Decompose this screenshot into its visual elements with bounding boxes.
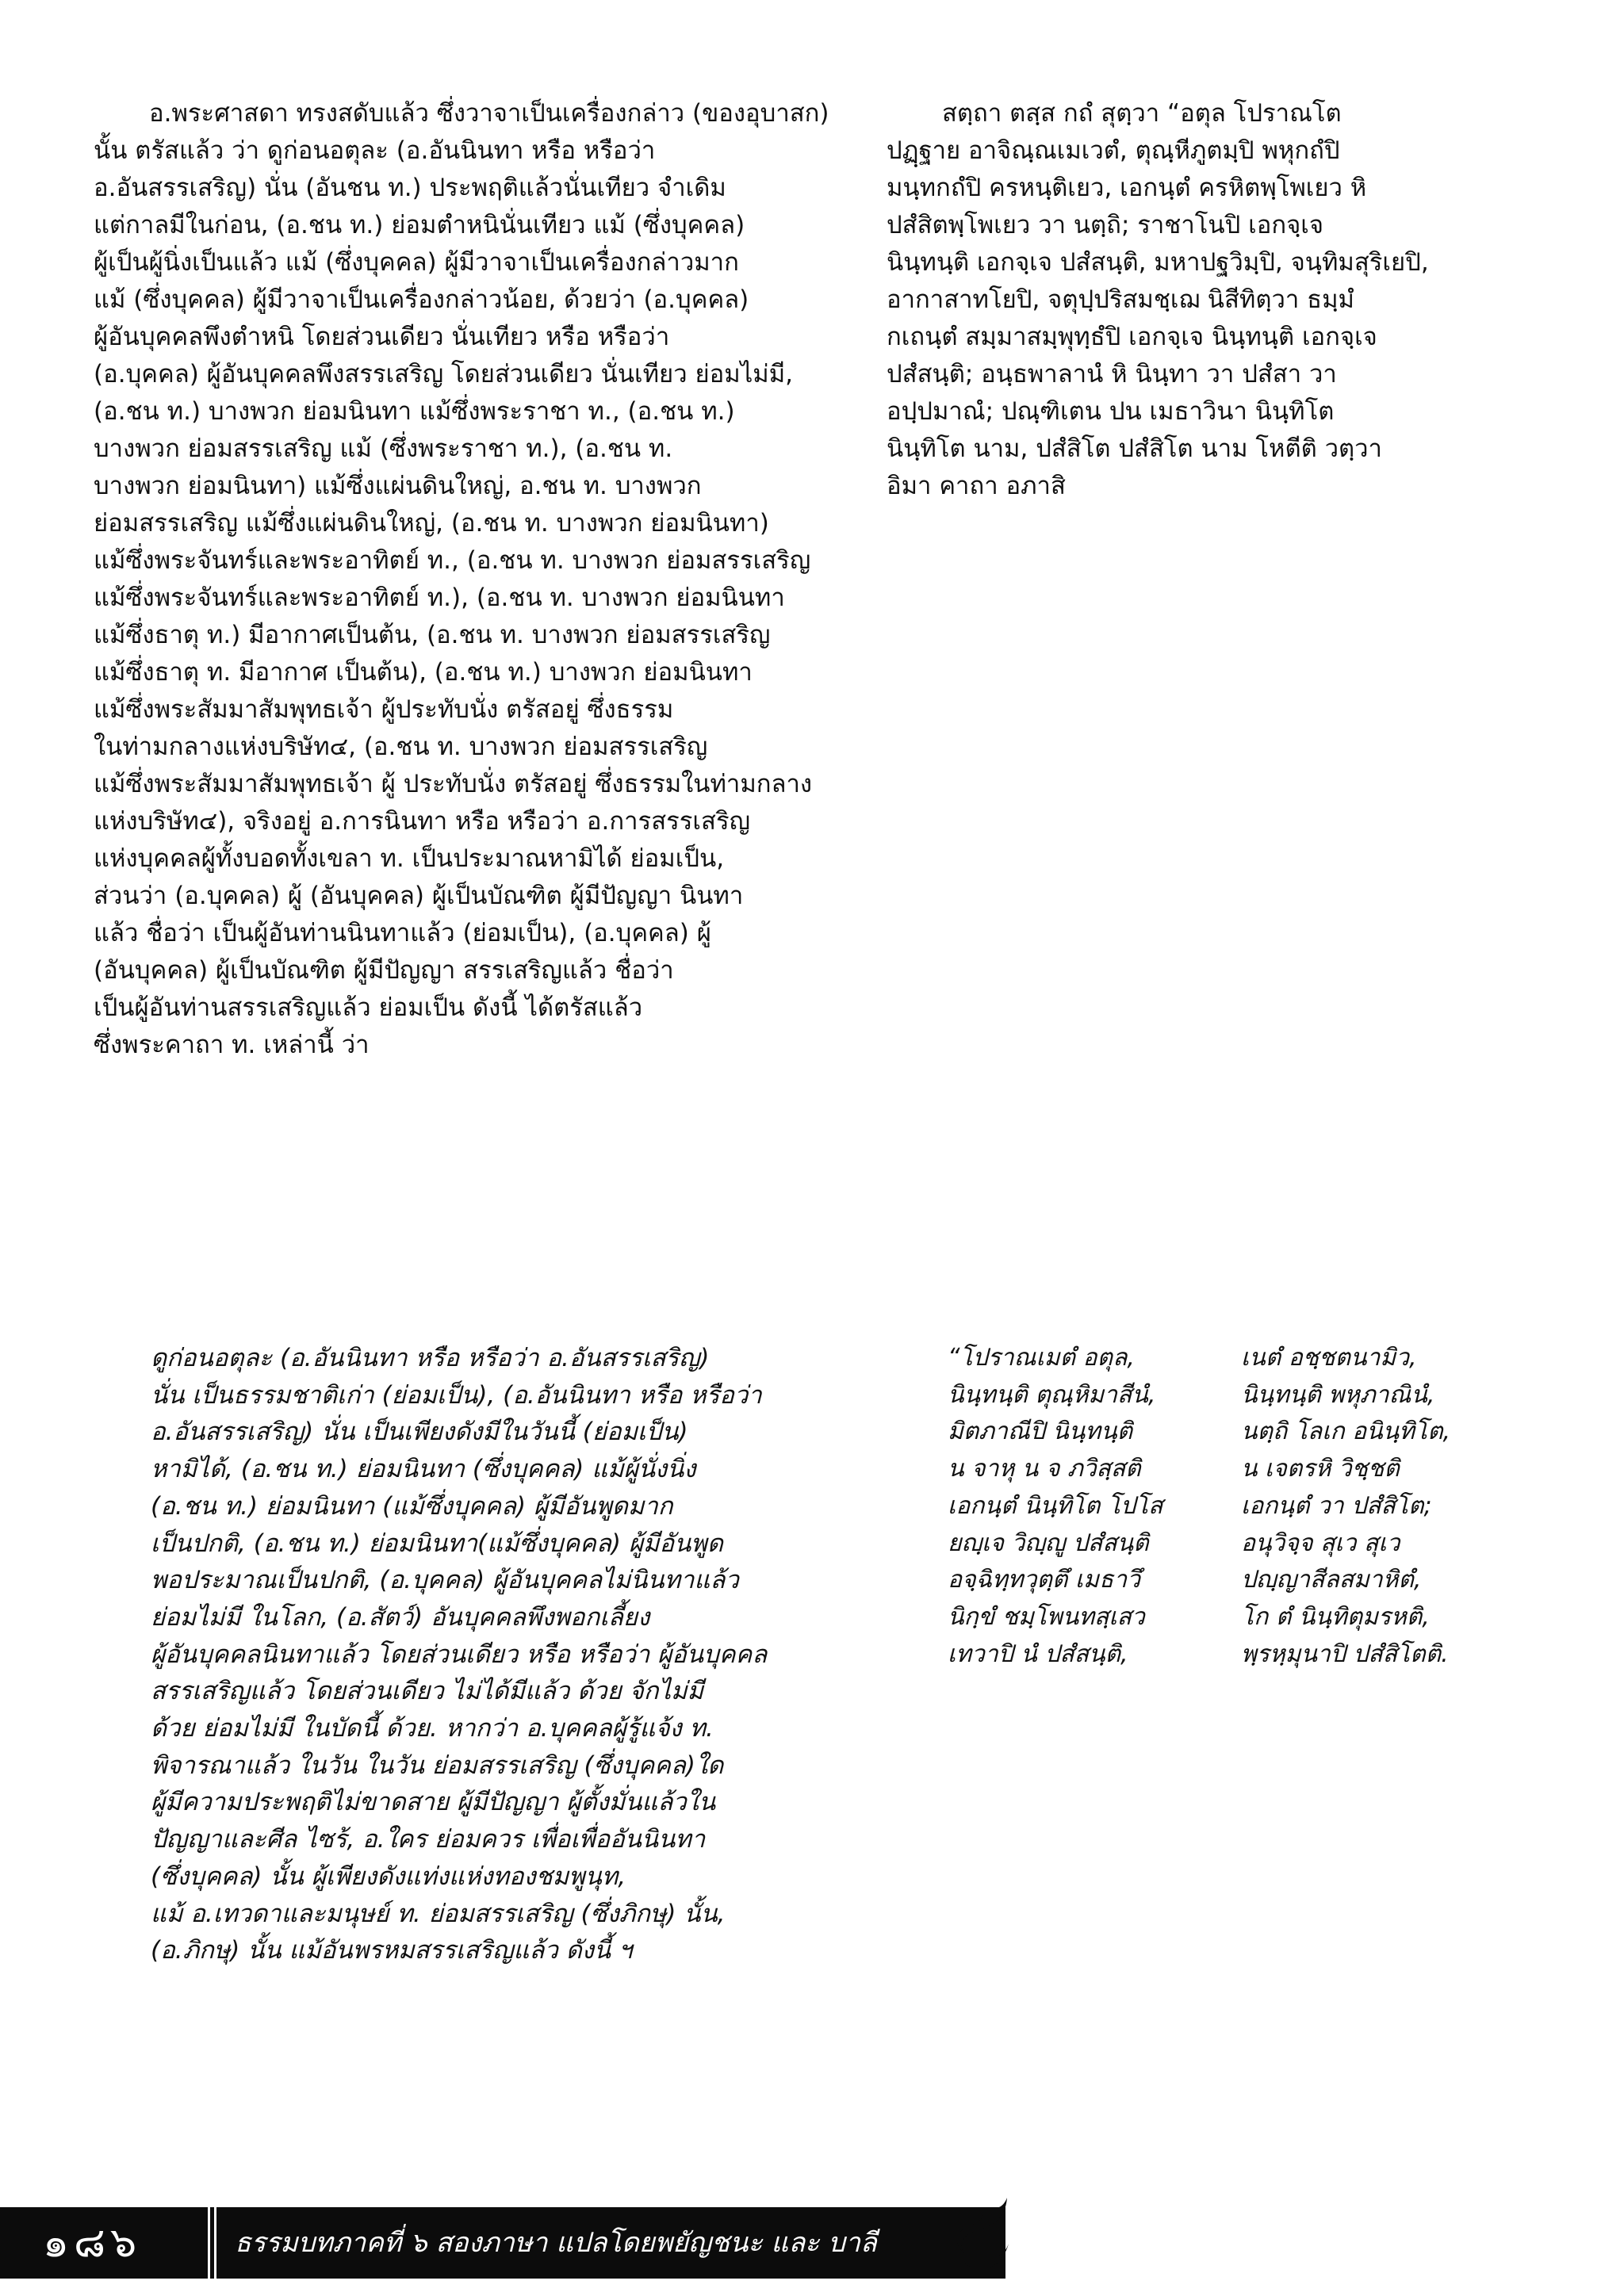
pali-line: อากาสาทโยปิ, จตุปฺปริสมชฺเฌ นิสีทิตฺวา ธมฺมํ xyxy=(887,285,1354,314)
thai-translation-column xyxy=(94,95,871,1064)
translation-line: ผู้เป็นผู้นิ่งเป็นแล้ว แม้ (ซึ่งบุคคล) ผู้มีวาจาเป็นเครื่องกล่าวมาก xyxy=(94,248,739,277)
verse-half-b: พฺรหฺมุนาปิ ปสํสิโตติ. xyxy=(1241,1640,1449,1668)
verse-translation-line: พอประมาณเป็นปกติ, (อ.บุคคล) ผู้อันบุคคลไม่นินทาแล้ว xyxy=(151,1566,739,1595)
verse-half-a: อจฺฉิทฺทวุตฺตึ เมธาวึ xyxy=(948,1566,1140,1594)
verse-row xyxy=(948,1488,1550,1525)
translation-line: แม้ซึ่งพระจันทร์และพระอาทิตย์ ท., (อ.ชน ท. บางพวก ย่อมสรรเสริญ xyxy=(94,546,811,575)
pali-line: ปสํสนฺติ; อนฺธพาลานํ หิ นินฺทา วา ปสํสา วา xyxy=(887,360,1337,388)
page-number: ๑๘๖ xyxy=(43,2219,142,2267)
verse-translation-line: (ซึ่งบุคคล) นั้น ผู้เพียงดังแท่งแห่งทองชมพูนุท, xyxy=(151,1862,626,1891)
verse-translation-block xyxy=(151,1340,841,1969)
verse-row xyxy=(948,1525,1550,1563)
running-title: ธรรมบทภาคที่ ๖ สองภาษา แปลโดยพยัญชนะ และ บาลี xyxy=(235,2227,877,2259)
verse-half-b: เนตํ อชฺชตนามิว, xyxy=(1241,1344,1417,1372)
pali-prose-column xyxy=(887,95,1537,505)
footer-ornament-icon xyxy=(896,2195,1015,2288)
translation-line: ผู้อันบุคคลพึงตำหนิ โดยส่วนเดียว นั่นเทียว หรือ หรือว่า xyxy=(94,323,670,351)
verse-half-b: น เจตรหิ วิชฺชติ xyxy=(1241,1455,1400,1483)
translation-line: แล้ว ชื่อว่า เป็นผู้อันท่านนินทาแล้ว (ย่อมเป็น), (อ.บุคคล) ผู้ xyxy=(94,919,711,947)
verse-row xyxy=(948,1562,1550,1599)
verse-translation-line: ด้วย ย่อมไม่มี ในบัดนี้ ด้วย. หากว่า อ.บุคคลผู้รู้แจ้ง ท. xyxy=(151,1714,714,1743)
translation-line: อ.พระศาสดา ทรงสดับแล้ว ซึ่งวาจาเป็นเครื่องกล่าว (ของอุบาสก) xyxy=(149,99,829,128)
pali-line: สตฺถา ตสฺส กถํ สุตฺวา “อตุล โปราณโต xyxy=(942,99,1342,128)
pali-line: มนฺทกถํปิ ครหนฺติเยว, เอกนฺตํ ครหิตพฺโพเยว หิ xyxy=(887,174,1367,202)
verse-translation-line: ผู้อันบุคคลนินทาแล้ว โดยส่วนเดียว หรือ หรือว่า ผู้อันบุคคล xyxy=(151,1640,768,1669)
translation-line: ในท่ามกลางแห่งบริษัท๔, (อ.ชน ท. บางพวก ย่อมสรรเสริญ xyxy=(94,733,708,761)
verse-half-b: ปญฺญาสีลสมาหิตํ, xyxy=(1241,1566,1422,1594)
pali-line: ปสํสิตพฺโพเยว วา นตฺถิ; ราชาโนปิ เอกจฺเจ xyxy=(887,211,1324,239)
verse-half-a: น จาหุ น จ ภวิสฺสติ xyxy=(948,1455,1141,1483)
translation-line: แม้ซึ่งธาตุ ท.) มีอากาศเป็นต้น, (อ.ชน ท. บางพวก ย่อมสรรเสริญ xyxy=(94,621,771,649)
verse-translation-line: อ.อันสรรเสริญ) นั่น เป็นเพียงดังมีในวันนี้ (ย่อมเป็น) xyxy=(151,1418,688,1447)
translation-line: แต่กาลมีในก่อน, (อ.ชน ท.) ย่อมตำหนินั่นเทียว แม้ (ซึ่งบุคคล) xyxy=(94,211,745,239)
verse-half-a: เอกนฺตํ นินฺทิโต โปโส xyxy=(948,1491,1163,1520)
pali-line: อิมา คาถา อภาสิ xyxy=(887,472,1066,500)
verse-half-b: นตฺถิ โลเก อนินฺทิโต, xyxy=(1241,1418,1451,1446)
verse-translation-line: (อ.ชน ท.) ย่อมนินทา (แม้ซึ่งบุคคล) ผู้มีอันพูดมาก xyxy=(151,1491,673,1521)
verse-row xyxy=(948,1414,1550,1451)
pali-line: อปฺปมาณํ; ปณฺฑิเตน ปน เมธาวินา นินฺทิโต xyxy=(887,397,1335,426)
translation-line: ซึ่งพระคาถา ท. เหล่านี้ ว่า xyxy=(94,1031,370,1059)
verse-translation-line: ผู้มีความประพฤติไม่ขาดสาย ผู้มีปัญญา ผู้ตั้งมั่นแล้วใน xyxy=(151,1788,716,1817)
verse-translation-line: ดูก่อนอตุละ (อ.อันนินทา หรือ หรือว่า อ.อันสรรเสริญ) xyxy=(151,1344,710,1372)
translation-line: (อ.ชน ท.) บางพวก ย่อมนินทา แม้ซึ่งพระราชา ท., (อ.ชน ท.) xyxy=(94,397,735,426)
verse-translation-line: เป็นปกติ, (อ.ชน ท.) ย่อมนินทา(แม้ซึ่งบุคคล) ผู้มีอันพูด xyxy=(151,1529,723,1558)
translation-line: ส่วนว่า (อ.บุคคล) ผู้ (อันบุคคล) ผู้เป็นบัณฑิต ผู้มีปัญญา นินทา xyxy=(94,882,744,910)
verse-translation-line: หามิได้, (อ.ชน ท.) ย่อมนินทา (ซึ่งบุคคล) แม้ผู้นั่งนิ่ง xyxy=(151,1455,696,1484)
verse-half-b: โก ตํ นินฺทิตุมรหติ, xyxy=(1241,1602,1430,1631)
verse-row xyxy=(948,1636,1550,1674)
verse-translation-line: สรรเสริญแล้ว โดยส่วนเดียว ไม่ได้มีแล้ว ด้วย จักไม่มี xyxy=(151,1677,704,1706)
verse-half-a: เทวาปิ นํ ปสํสนฺติ, xyxy=(948,1640,1128,1668)
translation-line: แม้ซึ่งธาตุ ท. มีอากาศ เป็นต้น), (อ.ชน ท.) บางพวก ย่อมนินทา xyxy=(94,658,753,687)
verse-translation-line: ย่อมไม่มี ในโลก, (อ.สัตว์) อันบุคคลพึงพอกเลี้ยง xyxy=(151,1602,650,1632)
verse-half-b: นินฺทนฺติ พหุภาณินํ, xyxy=(1241,1380,1435,1409)
pali-line: ปฏฺฐาย อาจิณฺณเมเวตํ, ตุณฺหีภูตมฺปิ พหุกถํปิ xyxy=(887,136,1340,165)
verse-half-b: เอกนฺตํ วา ปสํสิโต; xyxy=(1241,1491,1432,1520)
verse-half-a: ยญฺเจ วิญฺญู ปสํสนฺติ xyxy=(948,1529,1149,1557)
verse-translation-line: พิจารณาแล้ว ในวัน ในวัน ย่อมสรรเสริญ (ซึ่งบุคคล)ใด xyxy=(151,1751,724,1780)
verse-half-b: อนุวิจฺจ สุเว สุเว xyxy=(1241,1529,1400,1557)
translation-line: บางพวก ย่อมนินทา) แม้ซึ่งแผ่นดินใหญ่, อ.ชน ท. บางพวก xyxy=(94,472,702,500)
translation-line: นั้น ตรัสแล้ว ว่า ดูก่อนอตุละ (อ.อันนินทา หรือ หรือว่า xyxy=(94,136,656,165)
pali-line: กเถนฺตํ สมฺมาสมฺพุทฺธํปิ เอกจฺเจ นินฺทนฺติ เอกจฺเจ xyxy=(887,323,1377,351)
pali-line: นินฺทิโต นาม, ปสํสิโต ปสํสิโต นาม โหตีติ วตฺวา xyxy=(887,434,1382,463)
translation-line: แม้ (ซึ่งบุคคล) ผู้มีวาจาเป็นเครื่องกล่าวน้อย, ด้วยว่า (อ.บุคคล) xyxy=(94,285,749,314)
translation-line: (อันบุคคล) ผู้เป็นบัณฑิต ผู้มีปัญญา สรรเสริญแล้ว ชื่อว่า xyxy=(94,956,674,985)
verse-row xyxy=(948,1377,1550,1414)
verse-translation-line: นั่น เป็นธรรมชาติเก่า (ย่อมเป็น), (อ.อันนินทา หรือ หรือว่า xyxy=(151,1380,762,1410)
translation-line: แห่งบริษัท๔), จริงอยู่ อ.การนินทา หรือ หรือว่า อ.การสรรเสริญ xyxy=(94,807,751,836)
translation-line: แม้ซึ่งพระสัมมาสัมพุทธเจ้า ผู้ประทับนั่ง ตรัสอยู่ ซึ่งธรรม xyxy=(94,695,674,724)
translation-line: แม้ซึ่งพระจันทร์และพระอาทิตย์ ท.), (อ.ชน ท. บางพวก ย่อมนินทา xyxy=(94,584,785,612)
verse-translation-line: ปัญญาและศีล ไซร้, อ.ใคร ย่อมควร เพื่อเพื่ออันนินทา xyxy=(151,1825,706,1854)
translation-line: (อ.บุคคล) ผู้อันบุคคลพึงสรรเสริญ โดยส่วนเดียว นั่นเทียว ย่อมไม่มี, xyxy=(94,360,794,388)
verse-translation-line: (อ.ภิกษุ) นั้น แม้อันพรหมสรรเสริญแล้ว ดังนี้ ฯ xyxy=(151,1936,633,1965)
verse-half-a: “โปราณเมตํ อตุล, xyxy=(948,1344,1135,1372)
translation-line: แห่งบุคคลผู้ทั้งบอดทั้งเขลา ท. เป็นประมาณหามิได้ ย่อมเป็น, xyxy=(94,844,725,873)
translation-line: บางพวก ย่อมสรรเสริญ แม้ (ซึ่งพระราชา ท.), (อ.ชน ท. xyxy=(94,434,673,463)
verse-row xyxy=(948,1451,1550,1488)
verse-half-a: นินฺทนฺติ ตุณฺหิมาสีนํ, xyxy=(948,1380,1156,1409)
translation-line: อ.อันสรรเสริญ) นั่น (อันชน ท.) ประพฤติแล้วนั่นเทียว จำเดิม xyxy=(94,174,726,202)
verse-row xyxy=(948,1340,1550,1377)
verse-half-a: มิตภาณีปิ นินฺทนฺติ xyxy=(948,1418,1133,1446)
verse-half-a: นิกฺขํ ชมฺโพนทสฺเสว xyxy=(948,1602,1145,1631)
pali-line: นินฺทนฺติ เอกจฺเจ ปสํสนฺติ, มหาปฐวิมฺปิ, จนฺทิมสุริเยปิ, xyxy=(887,248,1429,277)
verse-row xyxy=(948,1599,1550,1636)
translation-line: เป็นผู้อันท่านสรรเสริญแล้ว ย่อมเป็น ดังนี้ ได้ตรัสแล้ว xyxy=(94,993,643,1022)
footer-separator xyxy=(208,2207,219,2279)
translation-line: ย่อมสรรเสริญ แม้ซึ่งแผ่นดินใหญ่, (อ.ชน ท. บางพวก ย่อมนินทา) xyxy=(94,509,769,538)
verse-translation-line: แม้ อ.เทวดาและมนุษย์ ท. ย่อมสรรเสริญ (ซึ่งภิกษุ) นั้น, xyxy=(151,1899,726,1928)
translation-line: แม้ซึ่งพระสัมมาสัมพุทธเจ้า ผู้ ประทับนั่ง ตรัสอยู่ ซึ่งธรรมในท่ามกลาง xyxy=(94,770,813,798)
pali-verse-block xyxy=(948,1340,1550,1673)
